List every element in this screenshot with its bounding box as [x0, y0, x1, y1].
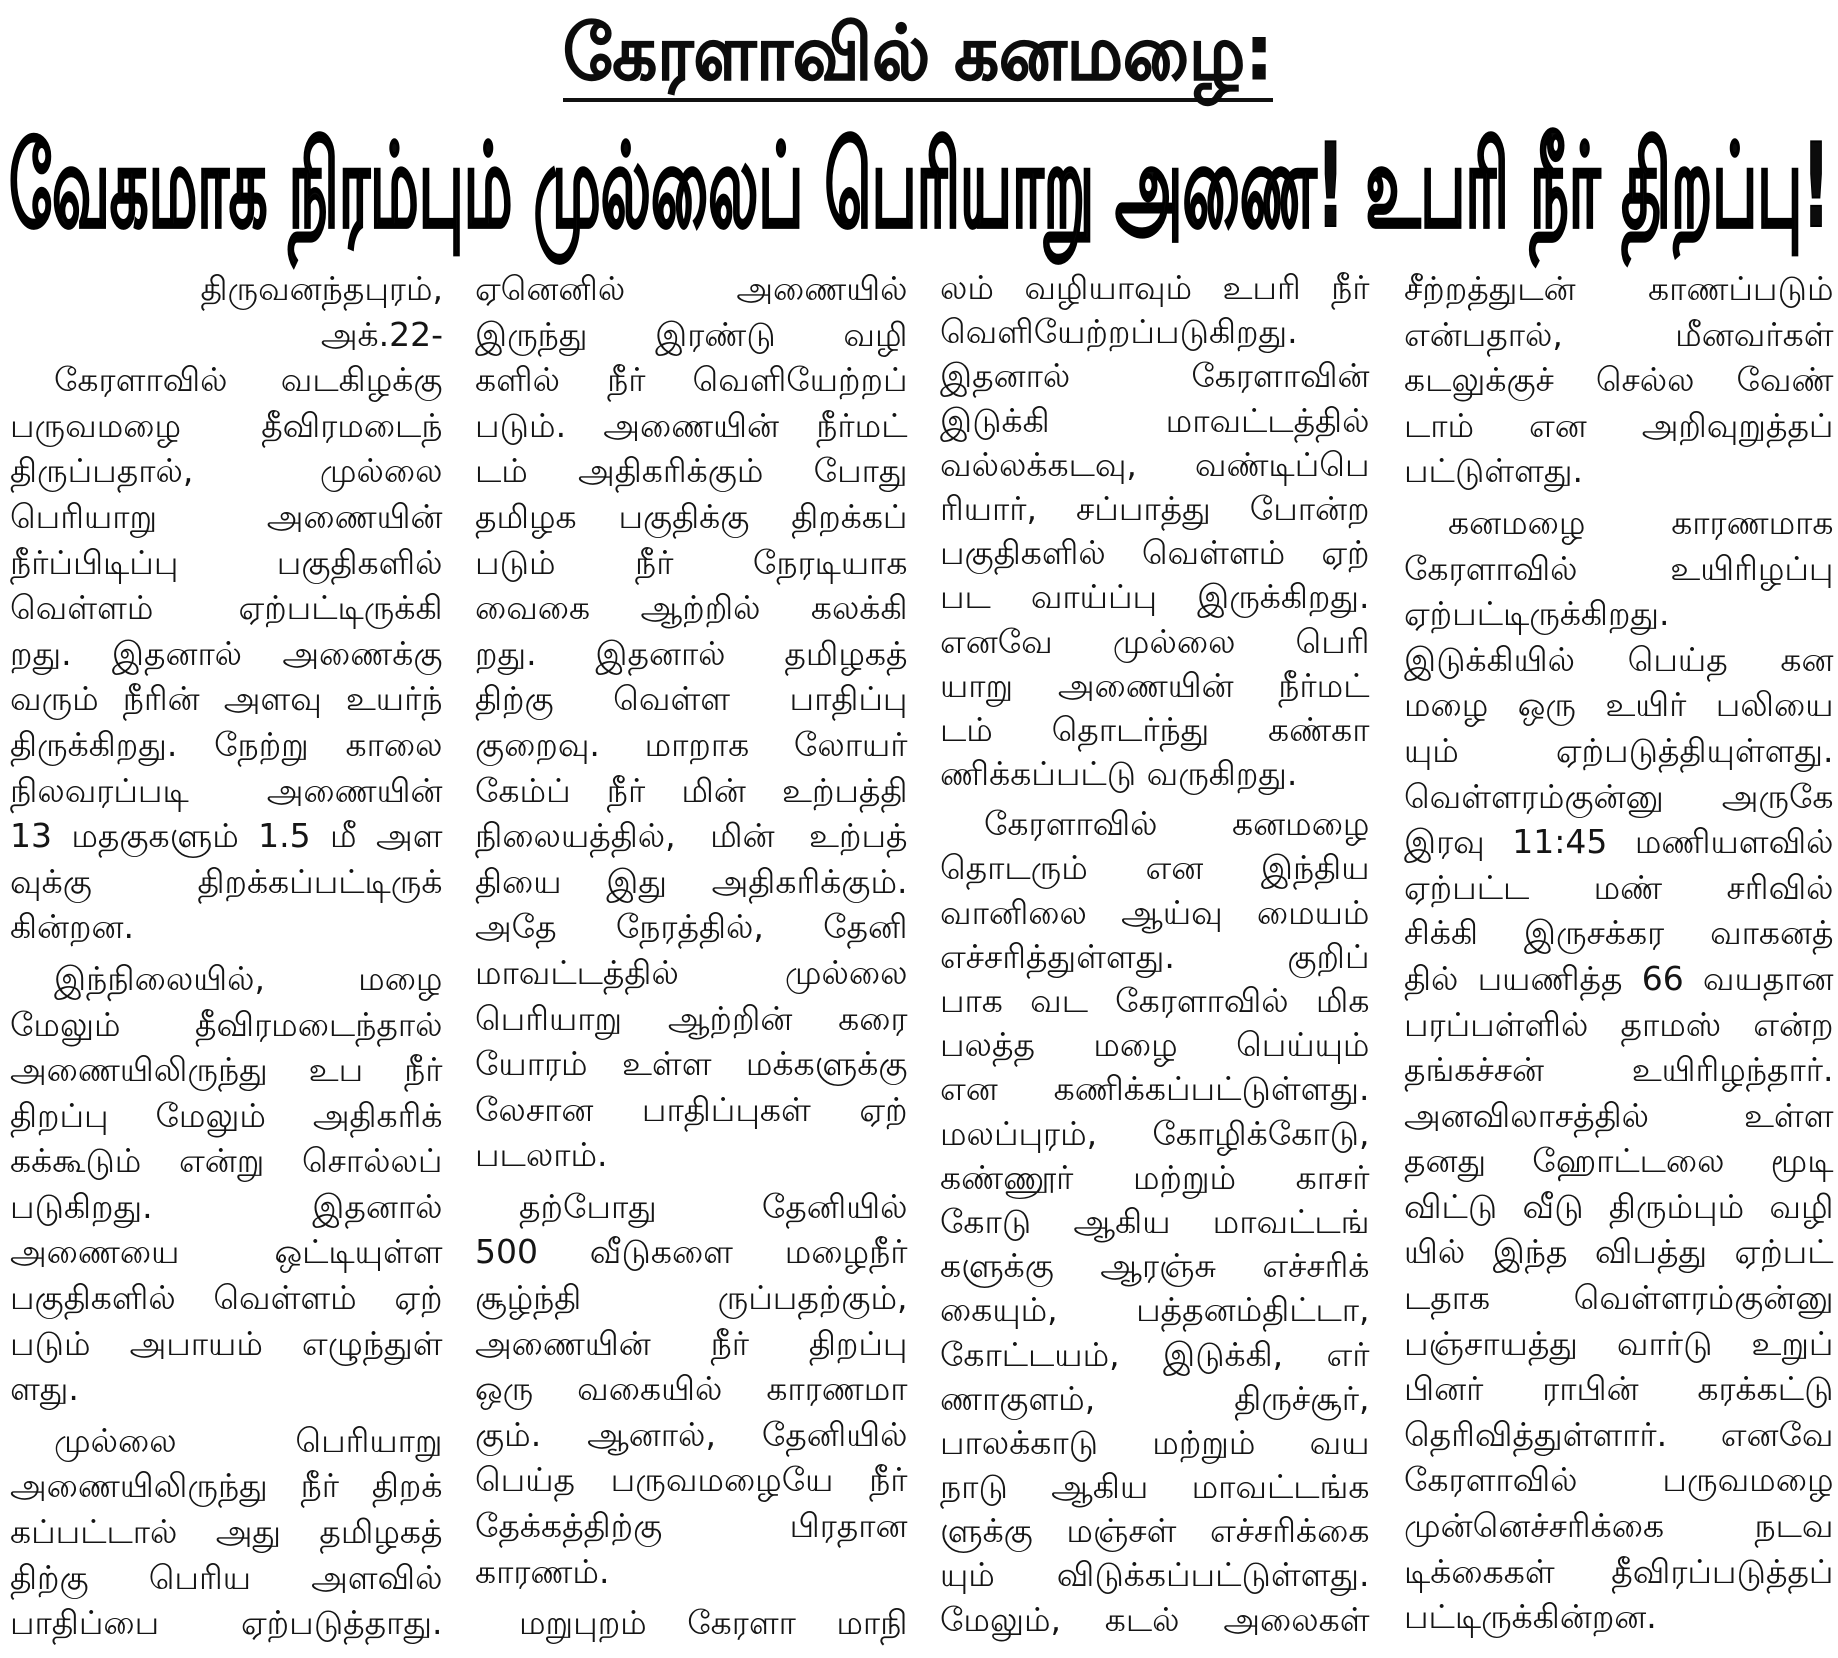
headline-kicker-text: கேரளாவில் கனமழை:	[563, 8, 1274, 97]
text-line: பட்டுள்ளது.	[1404, 451, 1583, 491]
text-line: ளுக்கு மஞ்சள் எச்சரிக்கை	[940, 1511, 1370, 1551]
text-line: பருவமழை தீவிரமடைந்	[10, 405, 443, 445]
text-line: இதனால் கேரளாவின்	[940, 356, 1370, 396]
text-line: திற்கு வெள்ள பாதிப்பு	[475, 679, 908, 719]
text-line: அணையின் நீர் திறப்பு	[475, 1323, 908, 1363]
text-line: டாம் என அறிவுறுத்தப்	[1404, 405, 1834, 445]
article-column-4	[1404, 266, 1834, 1640]
text-line: படும் அபாயம் எழுந்துள்	[10, 1323, 443, 1363]
text-line: அணையை ஒட்டியுள்ள	[10, 1232, 443, 1272]
text-line: இருந்து இரண்டு வழி	[475, 314, 908, 354]
text-line: லேசான பாதிப்புகள் ஏற்	[475, 1089, 908, 1129]
text-line: பரப்பள்ளில் தாமஸ் என்ற	[1404, 1004, 1834, 1044]
text-line: முன்னெச்சரிக்கை நடவ	[1404, 1506, 1834, 1546]
text-line: யில் இந்த விபத்து ஏற்பட்	[1404, 1232, 1834, 1272]
article-column-3	[940, 266, 1370, 1642]
text-line: ணாகுளம், திருச்சூர்,	[940, 1378, 1370, 1418]
text-line: கப்பட்டால் அது தமிழகத்	[10, 1512, 443, 1552]
text-line: தியை இது அதிகரிக்கும்.	[475, 861, 908, 901]
text-line: படலாம்.	[475, 1135, 608, 1175]
text-line: யும் விடுக்கப்பட்டுள்ளது.	[940, 1555, 1370, 1595]
text-line: கேரளாவில் வடகிழக்கு	[54, 360, 443, 400]
text-line: ளது.	[10, 1369, 79, 1409]
text-line: முல்லை பெரியாறு	[54, 1420, 443, 1460]
text-line: பஞ்சாயத்து வார்டு உறுப்	[1404, 1323, 1834, 1363]
text-line: தங்கச்சன் உயிரிழந்தார்.	[1404, 1050, 1834, 1090]
text-line: பட்டிருக்கின்றன.	[1404, 1597, 1657, 1637]
text-line: ஏற்பட்டிருக்கிறது.	[1404, 594, 1670, 634]
text-line: தற்போது தேனியில்	[519, 1186, 908, 1226]
text-line: சிக்கி இருசக்கர வாகனத்	[1404, 913, 1834, 953]
text-line: 500 வீடுகளை மழைநீர்	[475, 1232, 908, 1272]
text-line: ஏனெனில் அணையில்	[475, 269, 908, 308]
text-line: என்பதால், மீனவர்கள்	[1404, 314, 1834, 354]
text-line: மலப்புரம், கோழிக்கோடு,	[940, 1113, 1370, 1153]
text-line: மேலும், கடல் அலைகள்	[940, 1599, 1370, 1639]
text-line: றது. இதனால் தமிழகத்	[475, 633, 908, 673]
article-column-1	[10, 266, 443, 1646]
text-line: அணையிலிருந்து நீர் திறக்	[10, 1466, 443, 1506]
text-line: கோடு ஆகிய மாவட்டங்	[940, 1201, 1370, 1241]
text-line: கடலுக்குச் செல்ல வேண்	[1404, 360, 1834, 400]
text-line: வெளியேற்றப்படுகிறது.	[940, 312, 1298, 352]
text-line: படும் நீர் நேரடியாக	[475, 542, 908, 582]
text-line: களுக்கு ஆரஞ்சு எச்சரிக்	[940, 1246, 1370, 1286]
text-line: படுகிறது. இதனால்	[10, 1186, 443, 1226]
text-line: இரவு 11:45 மணியளவில்	[1404, 822, 1834, 862]
text-line: ரியார், சப்பாத்து போன்ற	[940, 488, 1370, 528]
text-line: கண்ணூர் மற்றும் காசர்	[940, 1157, 1370, 1197]
headline-title-text: வேகமாக நிரம்பும் முல்லைப் பெரியாறு அணை! உபரி நீர் திறப்பு!	[9, 119, 1830, 254]
text-line: பாலக்காடு மற்றும் வய	[940, 1422, 1370, 1462]
text-line: பினர் ராபின் கரக்கட்டு	[1404, 1369, 1834, 1409]
text-line: லம் வழியாவும் உபரி நீர்	[940, 268, 1370, 307]
text-line: யோரம் உள்ள மக்களுக்கு	[475, 1044, 908, 1084]
text-line: பெய்த பருவமழையே நீர்	[475, 1460, 908, 1500]
text-line: பட வாய்ப்பு இருக்கிறது.	[940, 577, 1370, 617]
text-line: தில் பயணித்த 66 வயதான	[1404, 958, 1834, 998]
text-line: டிக்கைகள் தீவிரப்படுத்தப்	[1404, 1551, 1834, 1591]
text-line: நாடு ஆகிய மாவட்டங்க	[940, 1467, 1370, 1507]
text-line: திற்கு பெரிய அளவில்	[10, 1557, 443, 1597]
text-line: 13 மதகுகளும் 1.5 மீ அள	[10, 816, 443, 856]
text-line: திறப்பு மேலும் அதிகரிக்	[10, 1095, 443, 1135]
text-line: மாவட்டத்தில் முல்லை	[475, 952, 908, 992]
dateline-date: அக்.22-	[320, 314, 443, 354]
text-line: டதாக வெள்ளரம்குன்னு	[1404, 1278, 1834, 1318]
text-line: தேக்கத்திற்கு பிரதான	[475, 1506, 908, 1546]
text-line: ஏற்பட்ட மண் சரிவில்	[1404, 867, 1834, 907]
text-line: சீற்றத்துடன் காணப்படும்	[1404, 269, 1834, 308]
text-line: கேம்ப் நீர் மின் உற்பத்தி	[475, 770, 908, 810]
text-line: கும். ஆனால், தேனியில்	[475, 1414, 908, 1454]
text-line: பலத்த மழை பெய்யும்	[940, 1025, 1370, 1065]
text-line: வானிலை ஆய்வு மையம்	[940, 892, 1370, 932]
text-line: தனது ஹோட்டலை மூடி	[1404, 1141, 1834, 1181]
text-line: படும். அணையின் நீர்மட்	[475, 405, 908, 445]
text-line: பெரியாறு ஆற்றின் கரை	[475, 998, 908, 1038]
text-line: பாக வட கேரளாவில் மிக	[940, 981, 1370, 1020]
text-line: காரணம்.	[475, 1551, 610, 1591]
headline-title	[9, 118, 1830, 256]
text-line: கனமழை காரணமாக	[1448, 502, 1834, 542]
text-line: வரும் நீரின் அளவு உயர்ந்	[10, 679, 443, 719]
text-line: கேரளாவில் கனமழை	[984, 804, 1370, 844]
text-line: கக்கூடும் என்று சொல்லப்	[10, 1141, 443, 1181]
text-line: மறுபுறம் கேரளா மாநி	[519, 1603, 908, 1643]
text-line: கேரளாவில் உயிரிழப்பு	[1404, 548, 1834, 588]
text-line: இடுக்கி மாவட்டத்தில்	[940, 400, 1370, 440]
text-line: நிலவரப்படி அணையின்	[10, 770, 443, 810]
text-line: பெரியாறு அணையின்	[10, 496, 443, 536]
text-line: டம் தொடர்ந்து கண்கா	[940, 709, 1370, 749]
text-line: டம் அதிகரிக்கும் போது	[475, 451, 908, 491]
text-line: அணையிலிருந்து உப நீர்	[10, 1050, 443, 1090]
text-line: விட்டு வீடு திரும்பும் வழி	[1404, 1186, 1834, 1226]
text-line: என கணிக்கப்பட்டுள்ளது.	[940, 1069, 1370, 1109]
text-line: இடுக்கியில் பெய்த கன	[1404, 639, 1834, 679]
text-line: களில் நீர் வெளியேற்றப்	[475, 360, 908, 400]
text-line: பாதிப்பை ஏற்படுத்தாது.	[10, 1603, 443, 1643]
text-line: தெரிவித்துள்ளார். எனவே	[1404, 1414, 1834, 1454]
text-line: தமிழக பகுதிக்கு திறக்கப்	[475, 496, 908, 536]
text-line: மேலும் தீவிரமடைந்தால்	[10, 1004, 443, 1044]
text-line: திருக்கிறது. நேற்று காலை	[10, 724, 443, 764]
text-line: யாறு அணையின் நீர்மட்	[940, 665, 1370, 705]
text-line: யும் ஏற்படுத்தியுள்ளது.	[1404, 730, 1834, 770]
text-line: கின்றன.	[10, 907, 134, 947]
text-line: வைகை ஆற்றில் கலக்கி	[475, 588, 908, 628]
text-line: தொடரும் என இந்திய	[940, 848, 1370, 888]
text-line: எச்சரித்துள்ளது. குறிப்	[940, 936, 1370, 976]
text-line: கேரளாவில் பருவமழை	[1404, 1460, 1834, 1500]
text-line: இந்நிலையில், மழை	[54, 958, 443, 998]
text-line: றது. இதனால் அணைக்கு	[10, 633, 443, 673]
text-line: ணிக்கப்பட்டு வருகிறது.	[940, 754, 1298, 794]
text-line: கையும், பத்தனம்திட்டா,	[940, 1290, 1370, 1330]
text-line: திருப்பதால், முல்லை	[10, 451, 443, 491]
text-line: நிலையத்தில், மின் உற்பத்	[475, 816, 908, 856]
text-line: ஒரு வகையில் காரணமா	[475, 1369, 908, 1409]
text-line: பகுதிகளில் வெள்ளம் ஏற்	[940, 533, 1370, 573]
text-line: வுக்கு திறக்கப்பட்டிருக்	[10, 861, 443, 901]
text-line: நீர்ப்பிடிப்பு பகுதிகளில்	[10, 542, 443, 582]
text-line: மழை ஒரு உயிர் பலியை	[1404, 685, 1834, 725]
text-line: வெள்ளம் ஏற்பட்டிருக்கி	[10, 588, 443, 628]
article-column-2	[475, 266, 908, 1646]
text-line: வல்லக்கடவு, வண்டிப்பெ	[940, 444, 1370, 484]
text-line: அனவிலாசத்தில் உள்ள	[1404, 1095, 1834, 1135]
text-line: அதே நேரத்தில், தேனி	[475, 907, 908, 947]
text-line: சூழ்ந்தி ருப்பதற்கும்,	[475, 1278, 908, 1318]
text-line: எனவே முல்லை பெரி	[940, 621, 1370, 661]
headline-kicker	[563, 8, 1273, 102]
text-line: கோட்டயம், இடுக்கி, எர்	[940, 1334, 1370, 1374]
text-line: வெள்ளரம்குன்னு அருகே	[1404, 776, 1834, 816]
text-line: பகுதிகளில் வெள்ளம் ஏற்	[10, 1278, 443, 1318]
dateline-place: திருவனந்தபுரம்,	[200, 269, 443, 308]
text-line: குறைவு. மாறாக லோயர்	[475, 724, 908, 764]
